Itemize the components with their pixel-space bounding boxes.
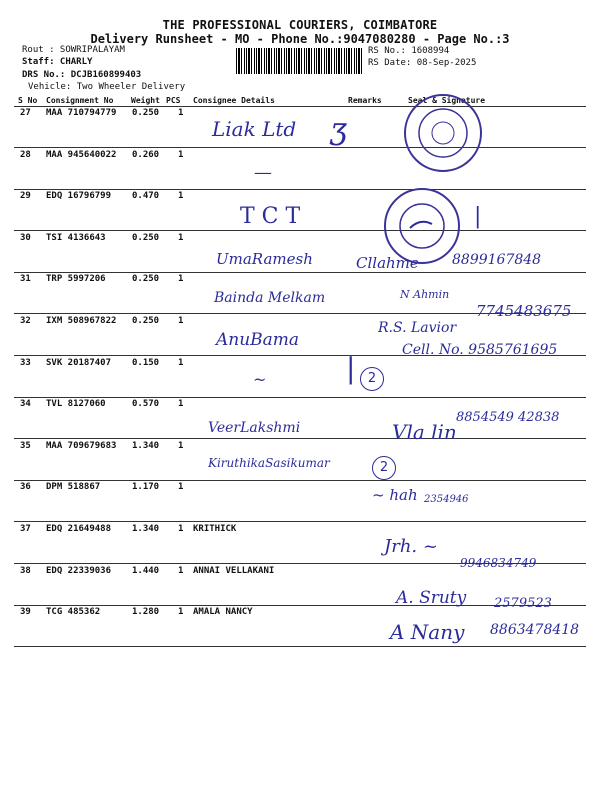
row-pcs: 1	[178, 232, 184, 243]
table-row	[0, 358, 600, 399]
runsheet-barcode	[236, 48, 364, 74]
row-sno: 31	[20, 274, 31, 285]
row-weight: 1.280	[132, 607, 160, 618]
row-sno: 35	[20, 440, 31, 451]
row-sno: 30	[20, 232, 31, 243]
row-divider	[14, 521, 586, 522]
row-consignment-no: TCG 485362	[46, 607, 101, 618]
row-divider	[14, 147, 586, 148]
handwriting-bracket-r33: |	[346, 352, 356, 385]
row-consignment-no: EDQ 22339036	[46, 565, 112, 576]
handwriting-r30-name: UmaRamesh	[216, 250, 313, 268]
row-consignment-no: EDQ 16796799	[46, 191, 112, 202]
row-pcs: 1	[178, 399, 184, 410]
row-pcs: 1	[178, 149, 184, 160]
handwriting-r39-phone: 8863478418	[490, 622, 580, 638]
row-consignee: KRITHICK	[193, 524, 237, 534]
row-consignment-no: MAA 710794779	[46, 108, 117, 118]
table-row	[0, 482, 600, 523]
row-divider	[14, 272, 586, 273]
row-weight: 1.340	[132, 440, 160, 451]
col-weight: Weight	[131, 96, 160, 105]
row-divider	[14, 438, 586, 439]
row-sno: 28	[20, 149, 31, 160]
handwriting-r29: T C T	[240, 204, 301, 229]
row-divider	[14, 480, 586, 481]
row-pcs: 1	[178, 191, 184, 202]
handwriting-r36-sign: ~ hah	[372, 486, 418, 504]
circled-number-r35: 2	[372, 456, 396, 480]
rs-date: RS Date: 08-Sep-2025	[368, 58, 477, 68]
handwriting-r31-sign: N Ahmin	[400, 288, 450, 301]
row-consignment-no: SVK 20187407	[46, 357, 112, 368]
col-consignee: Consignee Details	[193, 96, 275, 105]
handwriting-r36-num: 2354946	[424, 494, 469, 505]
row-divider	[14, 189, 586, 190]
handwriting-r32-phone: Cell. No. 9585761695	[402, 342, 558, 358]
row-sno: 37	[20, 524, 31, 534]
table-row	[0, 108, 600, 149]
row-consignment-no: TSI 4136643	[46, 232, 106, 243]
handwriting-r31-phone: 7745483675	[476, 302, 572, 320]
handwriting-r30-sign: Cllahme	[356, 254, 419, 272]
row-weight: 0.250	[132, 316, 160, 326]
col-remarks: Remarks	[348, 96, 382, 105]
row-divider	[14, 230, 586, 231]
col-sno: S No	[18, 96, 38, 105]
row-pcs: 1	[178, 357, 184, 368]
rs-number: RS No.: 1608994	[368, 46, 450, 56]
row-sno: 29	[20, 191, 31, 202]
scribble-r27: Ʒ	[330, 118, 347, 153]
row-consignment-no: TRP 5997206	[46, 274, 106, 285]
handwriting-r39-sign: A Nany	[390, 620, 465, 644]
col-seal-signature: Seal & Signature	[408, 96, 486, 105]
header-divider	[14, 106, 586, 107]
row-consignment-no: TVL 8127060	[46, 399, 106, 410]
row-divider	[14, 646, 586, 647]
route-label: Rout : SOWRIPALAYAM	[22, 45, 125, 55]
vehicle-label: Vehicle: Two Wheeler Delivery	[28, 82, 186, 92]
row-weight: 1.170	[132, 482, 160, 493]
runsheet-title: THE PROFESSIONAL COURIERS, COIMBATORE	[162, 18, 438, 32]
row-pcs: 1	[178, 524, 184, 534]
row-pcs: 1	[178, 274, 184, 285]
row-consignment-no: MAA 945640022	[46, 149, 117, 160]
handwriting-r37-sign: Jrh. ~	[384, 536, 438, 557]
company-seal-stamp-faded	[384, 188, 460, 264]
row-sno: 33	[20, 357, 31, 368]
row-pcs: 1	[178, 108, 184, 118]
col-pcs: PCS	[166, 96, 181, 105]
handwriting-r32-name: AnuBama	[216, 330, 300, 350]
runsheet-subtitle: Delivery Runsheet - MO - Phone No.:9047080280 - Page No.:3	[90, 32, 510, 46]
row-sno: 27	[20, 108, 31, 118]
handwriting-dash-r28: —	[254, 162, 272, 183]
row-sno: 39	[20, 607, 31, 618]
row-consignee: AMALA NANCY	[193, 607, 253, 618]
row-pcs: 1	[178, 565, 184, 576]
handwriting-r27: Liak Ltd	[212, 117, 297, 141]
row-weight: 0.250	[132, 274, 160, 285]
row-weight: 0.250	[132, 108, 160, 118]
col-consignment: Consignment No	[46, 96, 114, 105]
row-consignment-no: MAA 709679683	[46, 440, 117, 451]
handwriting-r34-phone: 8854549 42838	[456, 410, 560, 425]
row-sno: 36	[20, 482, 31, 493]
company-seal-stamp	[404, 94, 482, 172]
row-weight: 0.470	[132, 191, 160, 202]
handwriting-r38-phone: 2579523	[494, 596, 552, 611]
row-sno: 38	[20, 565, 31, 576]
handwriting-r31-name: Bainda Melkam	[214, 290, 326, 306]
row-weight: 1.440	[132, 565, 160, 576]
circled-number-r33: 2	[360, 367, 384, 391]
handwriting-r34-name: VeerLakshmi	[208, 420, 301, 436]
row-sno: 32	[20, 316, 31, 326]
row-weight: 0.570	[132, 399, 160, 410]
handwriting-r38-sign: A. Sruty	[396, 588, 467, 608]
row-consignment-no: DPM 518867	[46, 482, 101, 493]
staff-label: Staff: CHARLY	[22, 57, 93, 67]
row-pcs: 1	[178, 482, 184, 493]
row-weight: 1.340	[132, 524, 160, 534]
table-row	[0, 150, 600, 191]
row-consignment-no: IXM 508967822	[46, 316, 117, 326]
row-sno: 34	[20, 399, 31, 410]
handwriting-r29-mark: |	[474, 204, 482, 229]
handwriting-r34-sign: Vla lin	[392, 420, 457, 444]
row-pcs: 1	[178, 316, 184, 326]
handwriting-r32-sign: R.S. Lavior	[378, 320, 457, 336]
row-consignee: ANNAI VELLAKANI	[193, 565, 275, 576]
row-weight: 0.150	[132, 357, 160, 368]
handwriting-r37-phone: 9946834749	[460, 556, 537, 570]
row-consignment-no: EDQ 21649488	[46, 524, 112, 534]
handwriting-dash-r33: ~	[253, 370, 267, 389]
row-weight: 0.250	[132, 232, 160, 243]
row-pcs: 1	[178, 440, 184, 451]
seal-ring-icon	[386, 190, 458, 262]
row-divider	[14, 397, 586, 398]
seal-ring-icon	[406, 96, 480, 170]
row-weight: 0.260	[132, 149, 160, 160]
handwriting-r35-name: KiruthikaSasikumar	[208, 456, 330, 470]
handwriting-r30-phone: 8899167848	[452, 252, 542, 268]
drs-number: DRS No.: DCJB160899403	[22, 70, 142, 80]
row-pcs: 1	[178, 607, 184, 618]
